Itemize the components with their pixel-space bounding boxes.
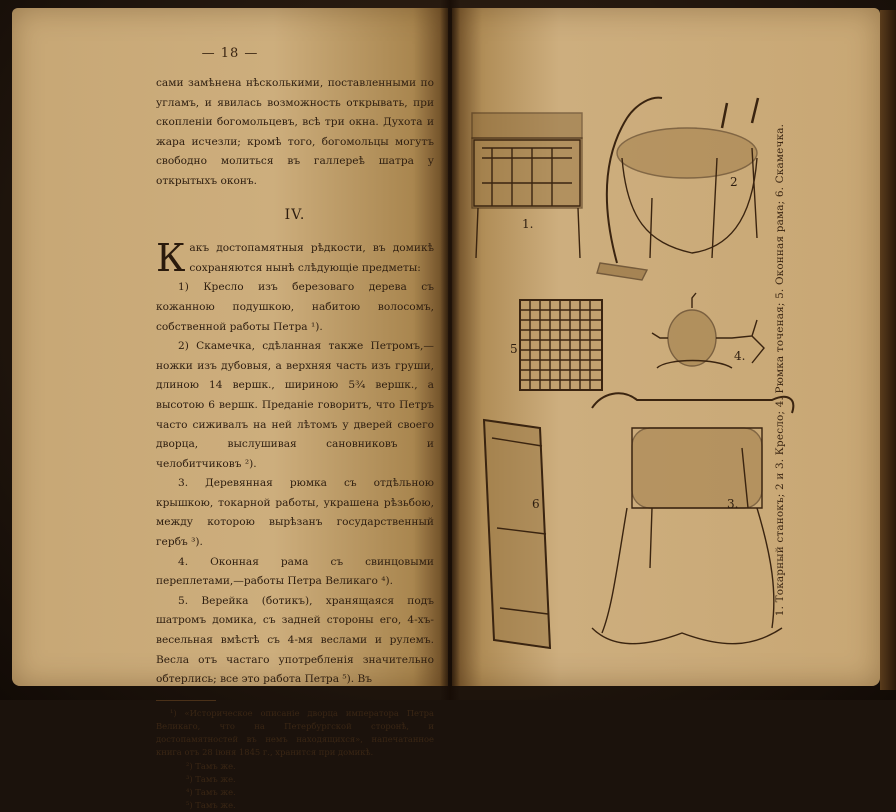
goblet-illustration xyxy=(652,293,764,368)
book-gutter xyxy=(440,0,460,700)
item-2: 2) Скамечка, сдѣланная также Петромъ,—ножки изъ дубовыя, а верхняя часть изъ груши, длиною 14 вершк., шириною 5³⁄₄ вершк., а высотою 6 вершк. Преданіе говоритъ, что Петръ часто сиживалъ на ней лѣтомъ у дверей своего дворца, выслушивая сановниковъ и челобитчиковъ ²). xyxy=(156,340,434,470)
footnote-1: ¹) «Историческое описаніе дворца императора Петра Великаго, что на Петербургской сторонѣ, и достопамятностей въ немъ находящихся», напечатанное книга отъ 28 іюня 1845 г., хранится при домикѣ. xyxy=(156,707,434,758)
figure-label-5: 5 xyxy=(510,342,518,356)
figure-label-6: 6 xyxy=(532,497,540,511)
book-edge xyxy=(880,10,896,690)
item-4: 4. Оконная рама съ свинцовыми переплетами,—работы Петра Великаго ⁴). xyxy=(156,555,434,588)
item-5: 5. Верейка (ботикъ), хранящаяся подъ шатромъ домика, съ задней стороны его, 4-хъ-весельная вмѣстѣ съ 4-мя веслами и рулемъ. Весла отъ частаго употребленія значительно обтерлись; все это работа Петра ⁵). Въ xyxy=(156,594,434,686)
paragraph-1: сами замѣнена нѣсколькими, поставленными по угламъ, и явилась возможность открывать, при скопленіи богомольцевъ, всѣ три окна. Духота и жара исчезли; кромѣ того, богомольцы могутъ свободно молиться въ галлереѣ шатра у открытыхъ оконъ. xyxy=(156,77,434,187)
figure-label-3: 3. xyxy=(727,497,739,511)
footnotes xyxy=(156,707,434,812)
bench-illustration xyxy=(484,420,550,648)
page-number: — 18 — xyxy=(201,46,259,61)
footnote-2: ²) Тамъ же. xyxy=(186,760,236,771)
figure-label-2: 2 xyxy=(730,175,738,189)
plate-caption: 1. Токарный станокъ; 2 и 3. Кресло; 4. Рюмка точеная; 5. Оконная рама; 6. Скамечка. xyxy=(774,123,786,617)
lathe-illustration xyxy=(472,113,582,258)
paragraph-2 xyxy=(156,236,434,281)
figure-label-4: 4. xyxy=(734,349,746,363)
drop-cap: К xyxy=(156,236,186,281)
body-text xyxy=(156,74,434,812)
left-page xyxy=(12,8,448,811)
section-heading: IV. xyxy=(284,206,306,223)
item-3: 3. Деревянная рюмка съ отдѣльною крышкою, токарной работы, украшена рѣзьбою, между которою вырѣзанъ государственный гербъ ³). xyxy=(156,477,434,549)
figure-label-1: 1. xyxy=(522,217,534,231)
item-1: 1) Кресло изъ березоваго дерева съ кожанною подушкою, набитою волосомъ, собственной работы Петра ¹). xyxy=(156,281,434,333)
footnote-4: ⁴) Тамъ же. xyxy=(186,787,236,798)
plate-caption-container xyxy=(760,70,800,670)
window-frame-illustration xyxy=(520,300,602,390)
engraving-plate xyxy=(452,8,880,686)
paragraph-2-text: акъ достопамятныя рѣдкости, въ домикѣ сохраняются нынѣ слѣдующіе предметы: xyxy=(189,242,434,274)
footnote-3: ³) Тамъ же. xyxy=(186,773,236,784)
footnote-5: ⁵) Тамъ же. xyxy=(186,800,236,811)
